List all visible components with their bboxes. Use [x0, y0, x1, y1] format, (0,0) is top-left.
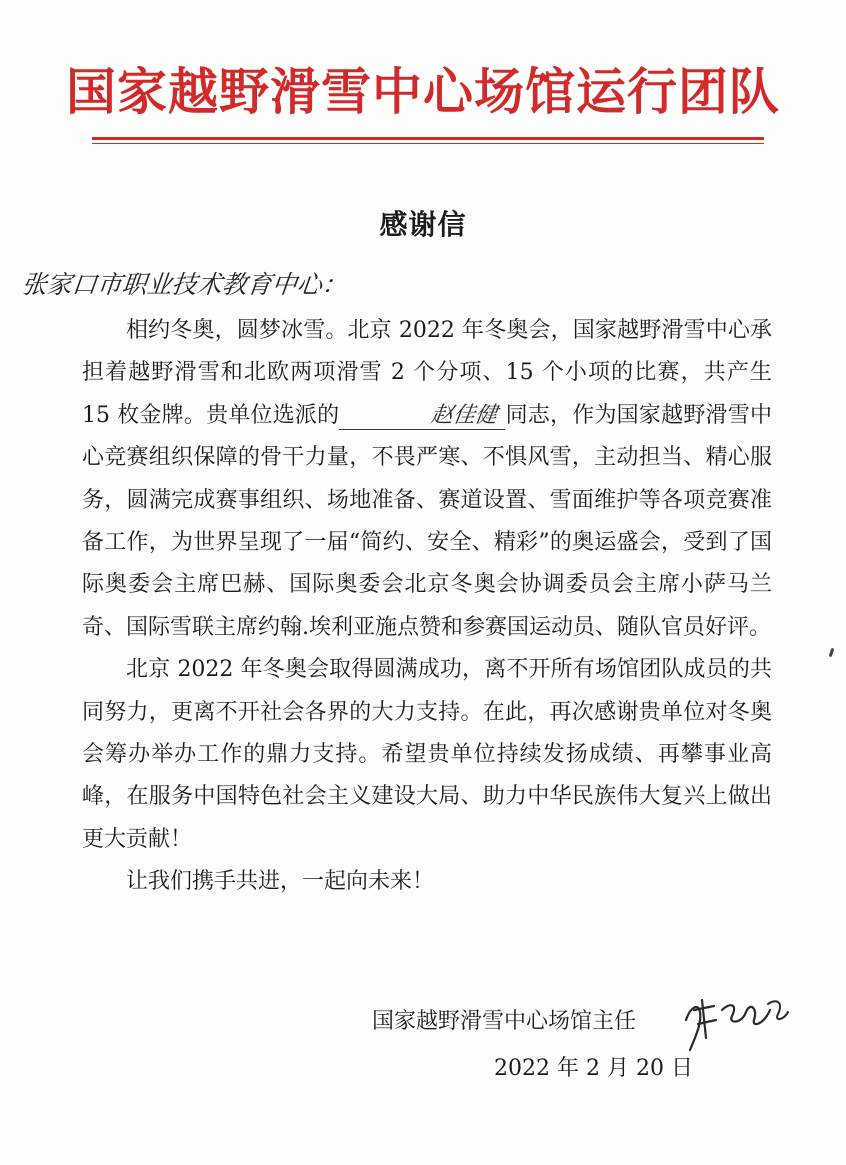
letterhead-rule-thick — [92, 137, 764, 140]
letterhead-org-name: 国家越野滑雪中心场馆运行团队 — [66, 63, 780, 121]
handwritten-name: 赵佳健 — [429, 402, 500, 428]
paragraph-1-before-name: 相约冬奥，圆梦冰雪。北京 2022 年冬奥会，国家越野滑雪中心承担着越野滑雪和北欧两项滑雪 2 个分项、15 个小项的比赛，共产生 15 枚金牌。贵单位选派的 — [82, 318, 772, 428]
name-blank — [339, 403, 505, 430]
signer-title: 国家越野滑雪中心场馆主任 — [372, 1009, 637, 1034]
stray-ink-mark — [829, 648, 835, 657]
paragraph-3: 让我们携手共进，一起向未来！ — [126, 869, 435, 895]
paragraph-2: 北京 2022 年冬奥会取得圆满成功，离不开所有场馆团队成员的共同努力，更离不开社会各界的大力支持。在此，再次感谢贵单位对冬奥会筹办举办工作的鼎力支持。希望贵单位持续发扬成绩、再攀事业高峰，在服务中国特色社会主义建设大局、助力中华民族伟大复兴上做出更大贡献！ — [82, 657, 772, 852]
paragraph-1-after-name: 同志，作为国家越野滑雪中心竞赛组织保障的骨干力量，不畏严寒、不惧风雪，主动担当、精心服务，圆满完成赛事组织、场地准备、赛道设置、雪面维护等各项竞赛准备工作，为世界呈现了一届“简约、安全、精彩”的奥运盛会，受到了国际奥委会主席巴赫、国际奥委会北京冬奥会协调委员会主席小萨马兰奇、国际雪联主席约翰.埃利亚施点赞和参赛国运动员、随队官员好评。 — [82, 402, 772, 640]
letter-title: 感谢信 — [379, 208, 467, 241]
letterhead-rule-thin — [92, 143, 764, 144]
letter-date: 2022 年 2 月 20 日 — [494, 1056, 693, 1081]
paragraph-1 — [82, 310, 772, 649]
handwritten-signature — [680, 990, 790, 1054]
salutation: 张家口市职业技术教育中心： — [20, 270, 349, 299]
letter-body — [82, 310, 772, 904]
